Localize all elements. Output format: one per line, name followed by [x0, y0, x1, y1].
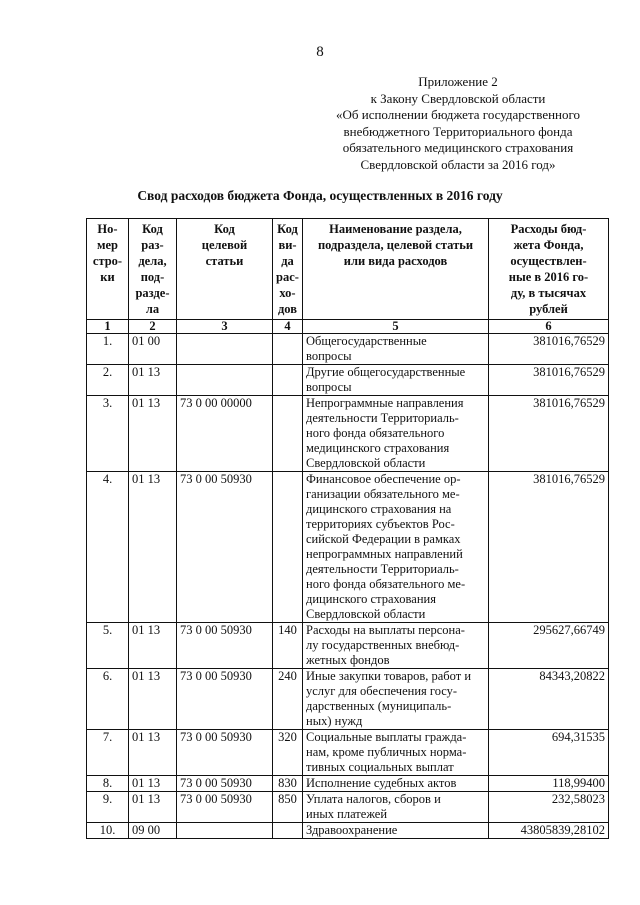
expense-amount: 84343,20822: [489, 669, 609, 730]
item-name: [303, 669, 489, 730]
section-code: 01 13: [129, 730, 177, 776]
text-line: сийской Федерации в рамках: [306, 532, 461, 546]
item-name: [303, 334, 489, 365]
text-line: медицинского страхования: [306, 441, 450, 455]
text-line: непрограммных направлений: [306, 547, 463, 561]
text-line: осуществлен-: [510, 254, 587, 268]
text-line: Код: [214, 222, 235, 236]
section-code: 01 13: [129, 792, 177, 823]
text-line: мер: [96, 238, 118, 252]
text-line: Код: [277, 222, 298, 236]
table-row: [87, 776, 609, 792]
text-line: рублей: [529, 302, 568, 316]
column-numbers-row: [87, 320, 609, 334]
expense-amount: 118,99400: [489, 776, 609, 792]
appendix-line: обязательного медицинского страхования: [342, 140, 574, 155]
appendix-heading: [308, 74, 608, 173]
target-code: 73 0 00 50930: [177, 669, 273, 730]
header-expenses: [489, 219, 609, 320]
text-line: Свердловской области: [306, 456, 426, 470]
text-line: жета Фонда,: [513, 238, 584, 252]
text-line: да: [281, 254, 294, 268]
document-title: Свод расходов бюджета Фонда, осуществленных в 2016 году: [137, 188, 503, 203]
table-row: [87, 365, 609, 396]
appendix-line: к Закону Свердловской области: [370, 90, 546, 106]
expense-amount: 381016,76529: [489, 472, 609, 623]
target-code: [177, 365, 273, 396]
target-code: 73 0 00 50930: [177, 776, 273, 792]
text-line: иных платежей: [306, 807, 388, 821]
expense-type-code: 320: [273, 730, 303, 776]
text-line: Расходы на выплаты персона-: [306, 623, 465, 637]
text-line: Свердловской области: [306, 607, 426, 621]
row-number: 7.: [87, 730, 129, 776]
text-line: дицинского страхования: [306, 592, 436, 606]
text-line: статьи: [205, 254, 244, 268]
expense-amount: 381016,76529: [489, 334, 609, 365]
section-code: 01 13: [129, 365, 177, 396]
text-line: ки: [100, 270, 115, 284]
text-line: Уплата налогов, сборов и: [306, 792, 441, 806]
text-line: жетных фондов: [306, 653, 390, 667]
column-number: 1: [87, 320, 129, 334]
appendix-line: внебюджетного Территориального фонда: [343, 123, 573, 139]
item-name: [303, 623, 489, 669]
text-line: хо-: [279, 286, 296, 300]
expense-amount: 694,31535: [489, 730, 609, 776]
item-name: [303, 396, 489, 472]
row-number: 3.: [87, 396, 129, 472]
row-number: 6.: [87, 669, 129, 730]
column-number: 6: [489, 320, 609, 334]
header-expense-type: [273, 219, 303, 320]
table-row: [87, 472, 609, 623]
text-line: дов: [277, 302, 297, 316]
section-code: 01 13: [129, 623, 177, 669]
text-line: стро-: [92, 254, 123, 268]
text-line: вопросы: [306, 380, 352, 394]
text-line: услуг для обеспечения госу-: [306, 684, 458, 698]
column-number: 5: [303, 320, 489, 334]
column-number: 3: [177, 320, 273, 334]
expense-amount: 295627,66749: [489, 623, 609, 669]
text-line: ного фонда обязательного: [306, 426, 445, 440]
header-target-code: [177, 219, 273, 320]
text-line: Наименование раздела,: [329, 222, 462, 236]
target-code: [177, 334, 273, 365]
text-line: или вида расходов: [343, 254, 448, 268]
text-line: разде-: [135, 286, 170, 300]
expense-amount: 381016,76529: [489, 396, 609, 472]
text-line: ви-: [278, 238, 297, 252]
item-name: [303, 730, 489, 776]
expense-type-code: 850: [273, 792, 303, 823]
row-number: 1.: [87, 334, 129, 365]
table-row: [87, 396, 609, 472]
section-code: 01 00: [129, 334, 177, 365]
item-name: [303, 823, 489, 839]
section-code: 01 13: [129, 396, 177, 472]
text-line: Непрограммные направления: [306, 396, 464, 410]
target-code: 73 0 00 50930: [177, 730, 273, 776]
text-line: Код: [142, 222, 163, 236]
text-line: территориях субъектов Рос-: [306, 517, 455, 531]
text-line: нам, кроме публичных норма-: [306, 745, 467, 759]
item-name: [303, 365, 489, 396]
text-line: Здравоохранение: [306, 823, 398, 837]
text-line: ных) нужд: [306, 714, 363, 728]
expense-type-code: [273, 823, 303, 839]
text-line: Социальные выплаты гражда-: [306, 730, 467, 744]
table-body: [87, 334, 609, 839]
text-line: целевой: [201, 238, 248, 252]
text-line: тивных социальных выплат: [306, 760, 454, 774]
page-number: 8: [316, 44, 324, 60]
column-number: 4: [273, 320, 303, 334]
table-row: [87, 823, 609, 839]
text-line: Общегосударственные: [306, 334, 427, 348]
text-line: ганизации обязательного ме-: [306, 487, 460, 501]
table-row: [87, 334, 609, 365]
row-number: 9.: [87, 792, 129, 823]
header-section-code: [129, 219, 177, 320]
text-line: Другие общегосударственные: [306, 365, 466, 379]
section-code: 01 13: [129, 776, 177, 792]
text-line: дела,: [138, 254, 167, 268]
text-line: Иные закупки товаров, работ и: [306, 669, 472, 683]
text-line: вопросы: [306, 349, 352, 363]
text-line: ные в 2016 го-: [508, 270, 589, 284]
row-number: 10.: [87, 823, 129, 839]
expense-type-code: 140: [273, 623, 303, 669]
column-number: 2: [129, 320, 177, 334]
text-line: раз-: [141, 238, 164, 252]
appendix-line: «Об исполнении бюджета государственного: [335, 107, 581, 122]
header-row-number: [87, 219, 129, 320]
appendix-line: Приложение 2: [418, 74, 498, 89]
expense-amount: 43805839,28102: [489, 823, 609, 839]
target-code: 73 0 00 50930: [177, 623, 273, 669]
item-name: [303, 472, 489, 623]
item-name: [303, 776, 489, 792]
text-line: ного фонда обязательного ме-: [306, 577, 466, 591]
appendix-line: Свердловской области за 2016 год»: [360, 156, 556, 172]
table-row: [87, 792, 609, 823]
row-number: 5.: [87, 623, 129, 669]
row-number: 8.: [87, 776, 129, 792]
table-row: [87, 669, 609, 730]
expense-type-code: 240: [273, 669, 303, 730]
row-number: 2.: [87, 365, 129, 396]
row-number: 4.: [87, 472, 129, 623]
expense-type-code: [273, 334, 303, 365]
text-line: дарственных (муниципаль-: [306, 699, 452, 713]
expense-amount: 381016,76529: [489, 365, 609, 396]
section-code: 01 13: [129, 669, 177, 730]
section-code: 09 00: [129, 823, 177, 839]
text-line: под-: [140, 270, 165, 284]
target-code: [177, 823, 273, 839]
text-line: Финансовое обеспечение ор-: [306, 472, 461, 486]
text-line: деятельности Территориаль-: [306, 562, 459, 576]
text-line: Но-: [97, 222, 118, 236]
item-name: [303, 792, 489, 823]
table-header-row: [87, 219, 609, 320]
text-line: Исполнение судебных актов: [306, 776, 457, 790]
target-code: 73 0 00 50930: [177, 472, 273, 623]
text-line: подраздела, целевой статьи: [317, 238, 474, 252]
text-line: Расходы бюд-: [510, 222, 587, 236]
expense-type-code: [273, 396, 303, 472]
expense-type-code: [273, 472, 303, 623]
expense-type-code: 830: [273, 776, 303, 792]
header-item-name: [303, 219, 489, 320]
table-row: [87, 730, 609, 776]
expense-amount: 232,58023: [489, 792, 609, 823]
target-code: 73 0 00 00000: [177, 396, 273, 472]
table-row: [87, 623, 609, 669]
text-line: рас-: [276, 270, 299, 284]
target-code: 73 0 00 50930: [177, 792, 273, 823]
text-line: лу государственных внебюд-: [306, 638, 460, 652]
text-line: деятельности Территориаль-: [306, 411, 459, 425]
text-line: дицинского страхования на: [306, 502, 452, 516]
text-line: ла: [145, 302, 160, 316]
expenses-table: [86, 218, 609, 839]
section-code: 01 13: [129, 472, 177, 623]
expense-type-code: [273, 365, 303, 396]
text-line: ду, в тысячах: [510, 286, 587, 300]
